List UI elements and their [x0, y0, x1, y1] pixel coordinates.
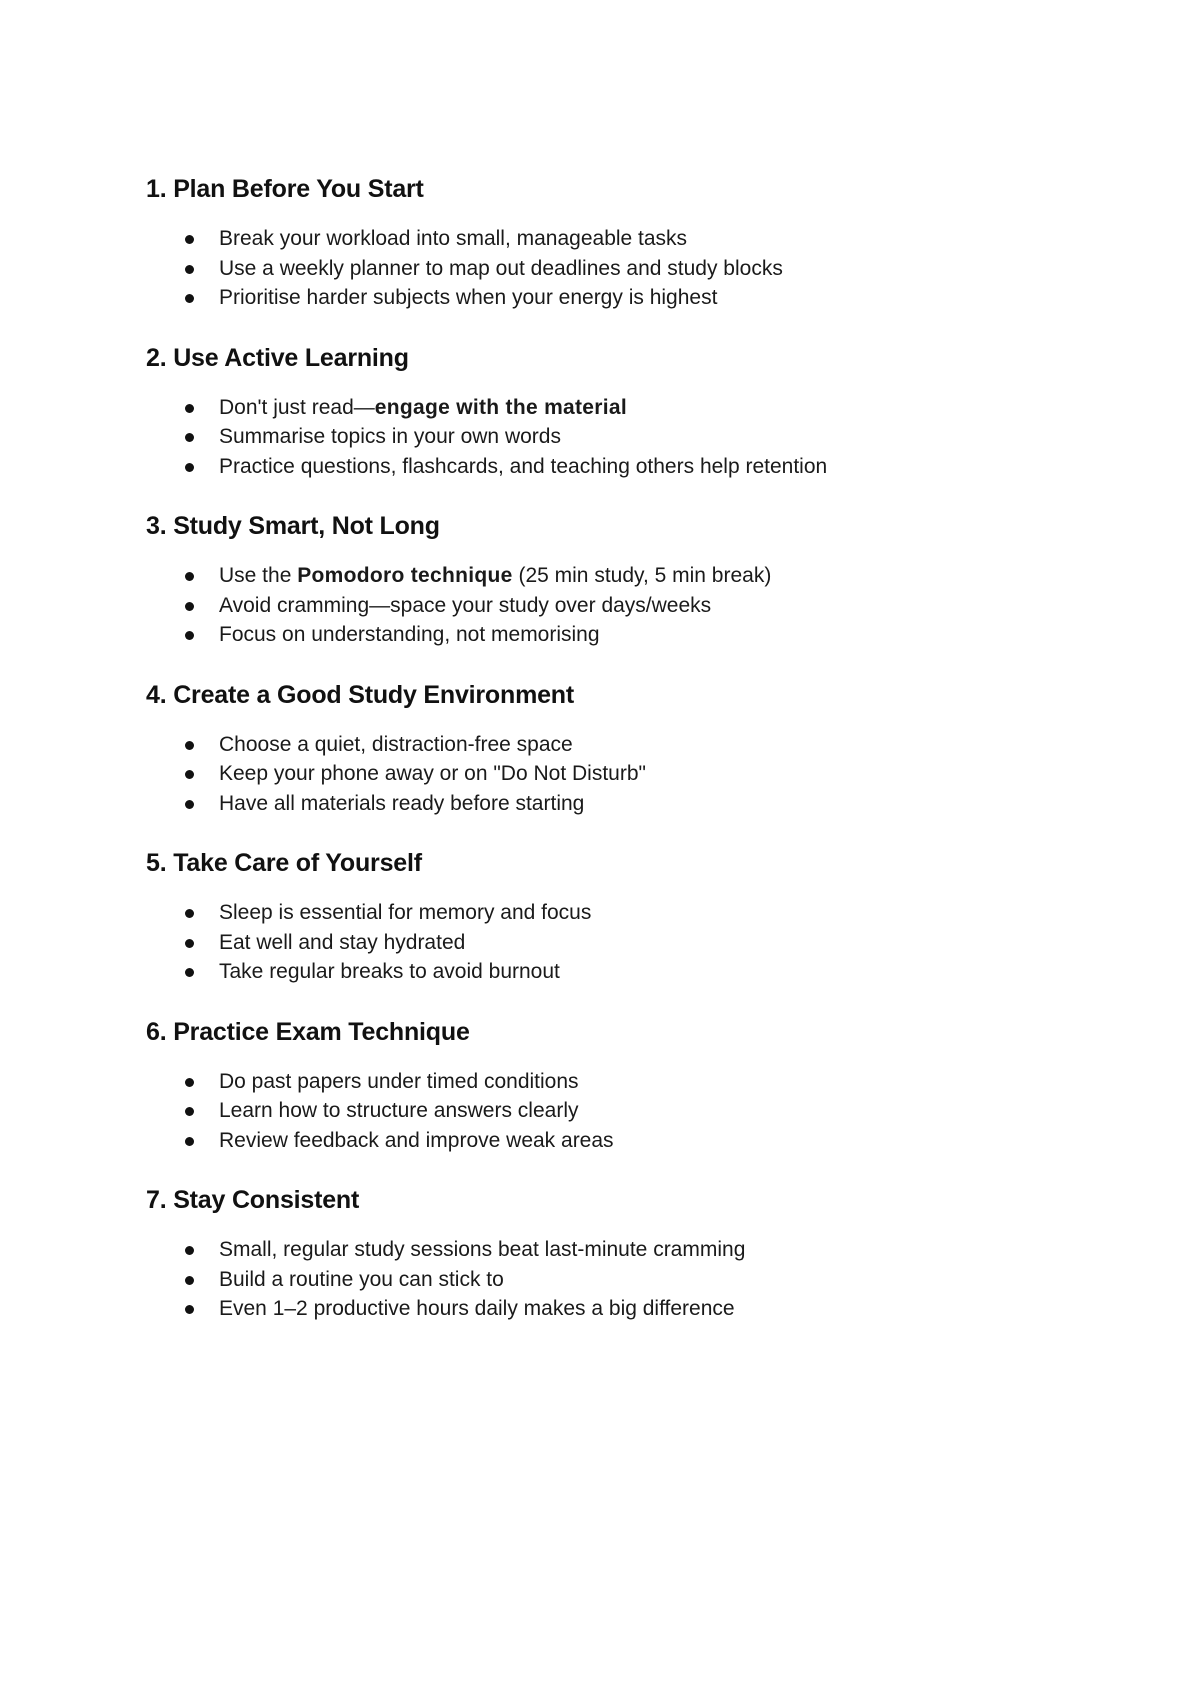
list-item — [146, 1126, 1106, 1156]
bullet-list — [146, 561, 1106, 650]
list-item-text: Eat well and stay hydrated — [219, 930, 466, 954]
section-heading: 3. Study Smart, Not Long — [146, 512, 440, 540]
list-item-text: Prioritise harder subjects when your energy is highest — [219, 286, 718, 309]
list-item-text: Practice questions, flashcards, and teaching others help retention — [219, 454, 828, 478]
list-item-text: Do past papers under timed conditions — [219, 1069, 579, 1093]
bullet-list — [146, 898, 1106, 987]
list-item-text: Build a routine you can stick to — [219, 1267, 504, 1291]
list-item-text: Small, regular study sessions beat last-minute cramming — [219, 1238, 746, 1261]
section-stay-consistent — [146, 1183, 1106, 1324]
list-item-text: (25 min study, 5 min break) — [512, 564, 772, 587]
section-use-active-learning — [146, 341, 1106, 482]
list-item-bold-text: Pomodoro technique — [297, 564, 513, 587]
section-practice-exam-technique — [146, 1015, 1106, 1156]
list-item — [146, 1067, 1106, 1097]
bullet-list — [146, 224, 1106, 313]
list-item — [146, 789, 1106, 819]
bullet-icon — [185, 602, 194, 611]
bullet-icon — [185, 800, 194, 809]
list-item — [146, 452, 1106, 482]
list-item-text: Take regular breaks to avoid burnout — [219, 960, 560, 983]
list-item — [146, 422, 1106, 452]
bullet-list — [146, 1067, 1106, 1156]
bullet-list — [146, 1235, 1106, 1324]
list-item-text: Sleep is essential for memory and focus — [219, 901, 592, 924]
bullet-icon — [185, 1276, 194, 1285]
list-item — [146, 1235, 1106, 1265]
bullet-icon — [185, 909, 194, 918]
section-heading: 2. Use Active Learning — [146, 343, 409, 372]
section-heading: 7. Stay Consistent — [146, 1186, 360, 1214]
list-item — [146, 928, 1106, 958]
list-item-text: Have all materials ready before starting — [219, 791, 585, 815]
bullet-icon — [185, 265, 194, 274]
list-item-bold-text: engage with the material — [374, 395, 628, 419]
bullet-icon — [185, 939, 194, 948]
bullet-icon — [185, 463, 194, 472]
bullet-icon — [185, 1137, 194, 1146]
list-item-text: Don't just read— — [219, 395, 375, 419]
list-item — [146, 254, 1106, 284]
section-plan-before-you-start — [146, 172, 1106, 313]
bullet-icon — [185, 1107, 194, 1116]
list-item-text: Learn how to structure answers clearly — [219, 1099, 579, 1122]
list-item-text: Use the — [219, 564, 298, 587]
list-item-text: Break your workload into small, manageable tasks — [219, 227, 688, 250]
bullet-icon — [185, 1305, 194, 1314]
list-item — [146, 1096, 1106, 1126]
list-item-text: Even 1–2 productive hours daily makes a big difference — [219, 1297, 735, 1320]
list-item — [146, 283, 1106, 313]
bullet-icon — [185, 235, 194, 244]
list-item — [146, 1294, 1106, 1324]
bullet-list — [146, 393, 1106, 482]
document-content — [146, 172, 1106, 1352]
list-item-text: Focus on understanding, not memorising — [219, 623, 600, 646]
bullet-icon — [185, 1078, 194, 1087]
list-item-text: Review feedback and improve weak areas — [219, 1128, 614, 1152]
list-item — [146, 393, 1106, 423]
list-item — [146, 620, 1106, 650]
section-heading: 4. Create a Good Study Environment — [146, 680, 575, 709]
list-item — [146, 730, 1106, 760]
list-item-text: Choose a quiet, distraction-free space — [219, 732, 573, 756]
bullet-icon — [185, 572, 194, 581]
bullet-icon — [185, 968, 194, 977]
list-item-text: Avoid cramming—space your study over days/weeks — [219, 593, 712, 617]
section-heading: 6. Practice Exam Technique — [146, 1017, 470, 1046]
bullet-icon — [185, 770, 194, 779]
bullet-icon — [185, 1246, 194, 1255]
list-item — [146, 1265, 1106, 1295]
list-item — [146, 561, 1106, 591]
section-heading: 5. Take Care of Yourself — [146, 849, 422, 877]
bullet-icon — [185, 294, 194, 303]
bullet-list — [146, 730, 1106, 819]
section-study-smart-not-long — [146, 509, 1106, 650]
section-create-good-study-environment — [146, 678, 1106, 819]
list-item-text: Use a weekly planner to map out deadlines and study blocks — [219, 256, 783, 280]
section-heading: 1. Plan Before You Start — [146, 175, 424, 203]
bullet-icon — [185, 631, 194, 640]
bullet-icon — [185, 433, 194, 442]
list-item — [146, 898, 1106, 928]
list-item — [146, 224, 1106, 254]
bullet-icon — [185, 741, 194, 750]
list-item — [146, 759, 1106, 789]
list-item-text: Summarise topics in your own words — [219, 425, 561, 448]
bullet-icon — [185, 404, 194, 413]
list-item — [146, 957, 1106, 987]
section-take-care-of-yourself — [146, 846, 1106, 987]
list-item-text: Keep your phone away or on "Do Not Disturb" — [219, 762, 646, 785]
list-item — [146, 591, 1106, 621]
